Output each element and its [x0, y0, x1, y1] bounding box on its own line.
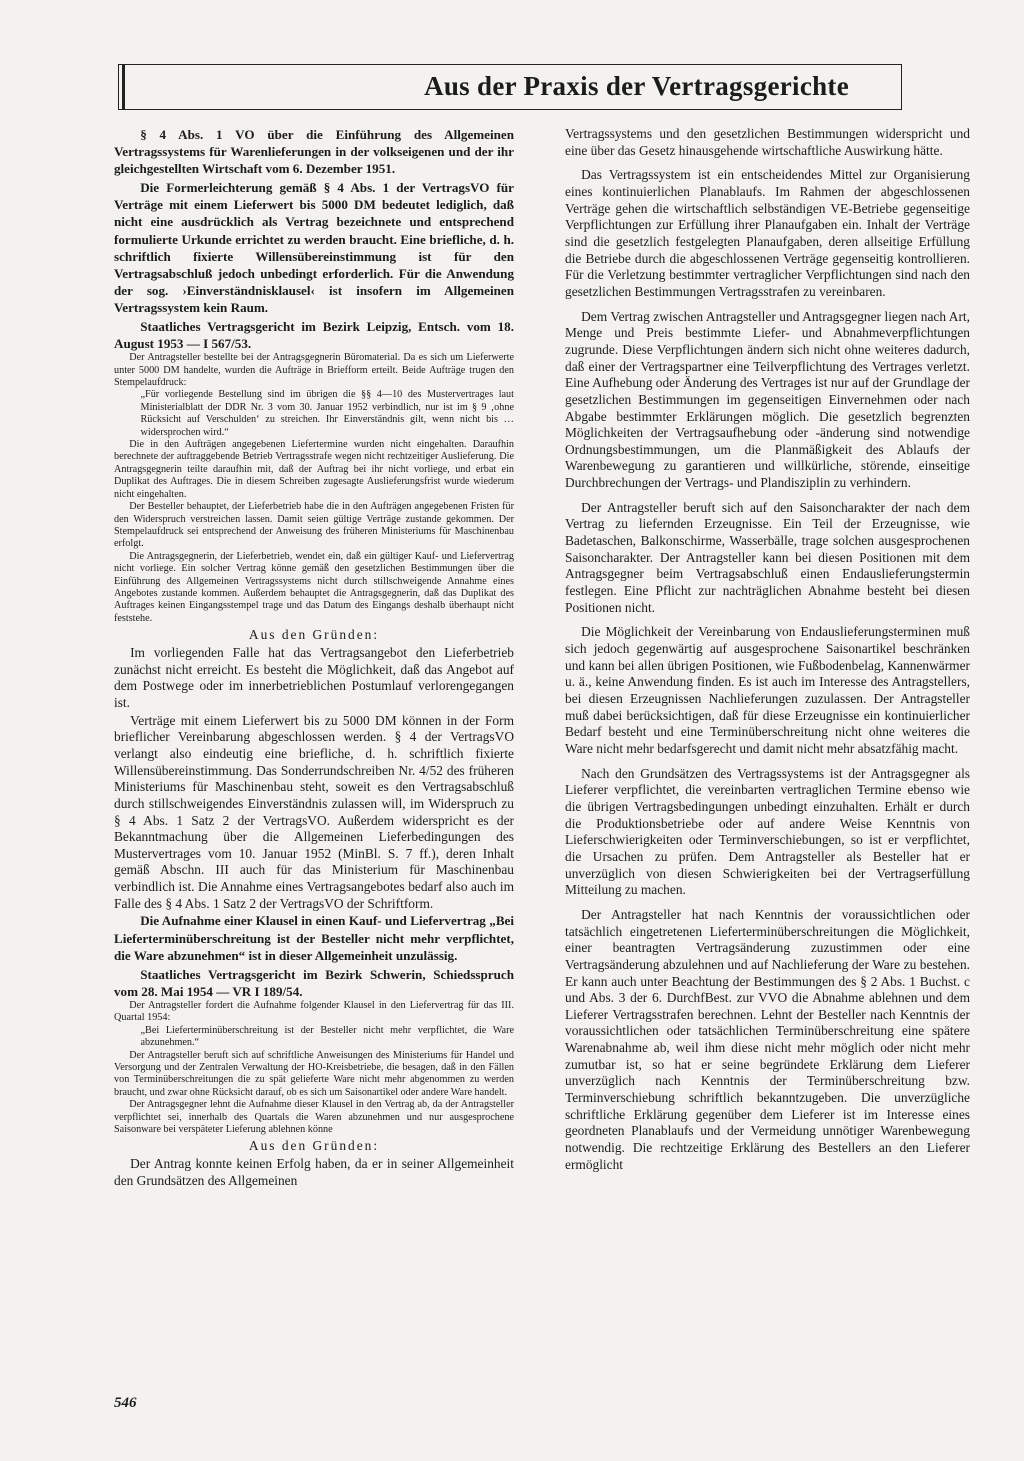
case2-reason-1: Der Antrag konnte keinen Erfolg haben, da er in seiner Allgemeinheit den Grundsätzen des Allgemeinen: [114, 1156, 514, 1188]
case1-reason-2: Verträge mit einem Lieferwert bis zu 5000 DM können in der Form brieflicher Vereinbarung abgeschlossen werden. § 4 der VertragsVO verlangt also eindeutig eine briefliche, d. h. schriftlich fixierte Willensübereinstimmung. Das Sonderrundschreiben Nr. 4/52 des früheren Ministeriums für Maschinenbau steht, soweit es den Vertragsabschluß durch stillschweigendes Einverständnis zulassen will, im Widerspruch zu § 4 Abs. 1 Satz 2 der VertragsVO. Außerdem widerspricht es der Bekanntmachung über die Allgemeinen Lieferbedingungen des Mustervertrages vom 10. Januar 1952 (MinBl. S. 7 ff.), deren Inhalt gemäß Abschn. III auch für das Ministerium für Maschinenbau verbindlich ist. Die Annahme eines Vertragsangebotes bedarf also auch im Falle des § 4 Abs. 1 Satz 2 der VertragsVO der Schriftform.: [114, 712, 514, 911]
case1-guideline: Die Formerleichterung gemäß § 4 Abs. 1 der VertragsVO für Verträge mit einem Lieferwert bis 5000 DM bedeutet lediglich, daß nicht eine ausdrücklich als Vertrag bezeichnete und entsprechend formulierte Urkunde errichtet zu werden braucht. Eine briefliche, d. h. schriftlich fixierte Willensübereinstimmung ist für den Vertragsabschluß jedoch unbedingt erforderlich. Für die Anwendung der sog. ›Einverständnisklausel‹ ist insofern im Allgemeinen Vertragssystem kein Raum.: [114, 180, 514, 315]
right-paragraph-1: Vertragssystems und den gesetzlichen Bestimmungen widerspricht und eine über das Gesetz hinausgehende wirtschaftliche Auswirkung hätte.: [565, 126, 970, 158]
case1-facts-3: Der Besteller behauptet, der Lieferbetrieb habe die in den Aufträgen angegebenen Fristen für den Widerspruch verstreichen lassen. Damit seien gültige Verträge zustande gekommen. Der Stempelaufdruck sei entsprechend der Anweisung des früheren Ministeriums für Maschinenbau erfolgt.: [114, 501, 514, 550]
right-paragraph-4: Der Antragsteller beruft sich auf den Saisoncharakter der nach dem Vertrag zu liefernden Erzeugnisse. Ein Teil der Erzeugnisse, wie Badetaschen, Balkonschirme, Wasserbälle, trage solchen ausgesprochenen Saisoncharakter. Der Antragsteller kann bei diesen Positionen mit dem Antragsgegner beim Vertragsabschluß einen Endauslieferungstermin festlegen. Eine Pflicht zur nachträglichen Abnahme besteht bei diesen Positionen nicht.: [565, 499, 970, 615]
section-title: Aus der Praxis der Vertragsgerichte: [424, 71, 849, 101]
page-number: 546: [114, 1395, 137, 1411]
case1-quote: „Für vorliegende Bestellung sind im übrigen die §§ 4—10 des Mustervertrages laut Ministerialblatt der DDR Nr. 3 vom 30. Januar 1952 verbindlich, nur ist im § 9 ‚ohne Rücksicht auf Verschulden‘ zu streichen. Ihr Einverständnis gilt, wenn nicht bis … widersprochen wird.“: [140, 389, 514, 438]
case2-facts-3: Der Antragsgegner lehnt die Aufnahme dieser Klausel in den Vertrag ab, da der Antragsteller verpflichtet sei, innerhalb des Quartals die Waren abzunehmen und nur ausgesprochene Saisonware bei verspäteter Lieferung ablehnen könne: [114, 1099, 514, 1135]
case2-reasons-heading: Aus den Gründen:: [248, 1138, 380, 1154]
right-paragraph-3: Dem Vertrag zwischen Antragsteller und Antragsgegner liegen nach Art, Menge und Preis bestimmte Liefer- und Abnahmeverpflichtungen zugrunde. Diese Verpflichtungen ändern sich nicht ohne weiteres dadurch, daß einer der Vertragspartner eine Teilverpflichtung des Vertrages verletzt. Eine Aufhebung oder Änderung des Vertrages ist nur auf der Grundlage der gesetzlichen Bestimmungen im gegenseitigen Einvernehmen oder nach Abgabe bestimmter Erklärungen möglich. Die gesetzlich begrenzten Möglichkeiten der Vertragsaufhebung oder -änderung sind notwendige Ordnungsbestimmungen, um die Planmäßigkeit des Ablaufs der Warenbewegung zu garantieren und willkürliche, störende, einseitige Durchbrechungen der Vertrags- und Plandisziplin zu verhindern.: [565, 308, 970, 491]
case1-heading: § 4 Abs. 1 VO über die Einführung des Allgemeinen Vertragssystems für Warenlieferungen in der volkseigenen und der ihr gleichgestellten Wirtschaft vom 6. Dezember 1951.: [114, 127, 514, 177]
case2-quote: „Bei Lieferterminüberschreitung ist der Besteller nicht mehr verpflichtet, die Ware abzunehmen.“: [140, 1024, 514, 1049]
case1-reasons-heading: Aus den Gründen:: [248, 627, 380, 643]
right-column: [565, 126, 970, 1181]
case1-facts-4: Die Antragsgegnerin, der Lieferbetrieb, wendet ein, daß ein gültiger Kauf- und Liefervertrag nicht vorliege. Ein solcher Vertrag könne gemäß den gesetzlichen Bestimmungen über die Einführung des Allgemeinen Vertragssystems nicht durch stillschweigende Annahme eines Angebotes zustande kommen. Außerdem behauptet die Antragsgegnerin, daß das Duplikat des Auftrages keinen Eingangsstempel trage und das Datum des Eingangs deshalb überhaupt nicht feststehe.: [114, 550, 514, 624]
case2-facts-2: Der Antragsteller beruft sich auf schriftliche Anweisungen des Ministeriums für Handel und Versorgung und der Zentralen Verwaltung der HO-Kreisbetriebe, die besagen, daß in den Fällen von Terminüberschreitungen die zu spät gelieferte Ware nicht mehr abgenommen zu werden braucht, und zwar ohne Rücksicht darauf, ob es sich um Saisonartikel oder andere Ware handelt.: [114, 1049, 514, 1098]
right-paragraph-2: Das Vertragssystem ist ein entscheidendes Mittel zur Organisierung eines kontinuierlichen Planablaufs. Im Rahmen der abgeschlossenen Verträge gehen die wirtschaftlich selbständigen VE-Betriebe gegenseitige Verpflichtungen zur Erfüllung ihrer Planaufgaben ein. Inhalt der Verträge sind die gesetzlich festgelegten Planaufgaben, deren allseitige Erfüllung die Betriebe durch die abgeschlossenen Verträge gegenseitig kontrollieren. Für die Verletzung bestimmter vertraglicher Verpflichtungen sind nach den gesetzlichen Bestimmungen Vertragsstrafen zu vereinbaren.: [565, 167, 970, 299]
case1-court: Staatliches Vertragsgericht im Bezirk Leipzig, Entsch. vom 18. August 1953 — I 567/53.: [114, 319, 514, 352]
right-paragraph-7: Der Antragsteller hat nach Kenntnis der voraussichtlichen oder tatsächlich eingetretenen Lieferterminüberschreitungen die Möglichkeit, einer beantragten Vertragsänderung zuzustimmen oder eine Vertragsänderung abzulehnen und auf Nachlieferung der Ware zu bestehen. Er kann auch unter Beachtung der Bestimmungen des § 2 Abs. 1 Buchst. c und Abs. 3 der 6. DurchfBest. zur VVO die Abnahme ablehnen und dem Lieferer Vertragsstrafen berechnen. Lehnt der Besteller nach Kenntnis der voraussichtlichen oder tatsächlichen Terminüberschreitung eine spätere Warenabnahme ab, weil ihm diese nicht mehr möglich oder nicht mehr zumutbar ist, so hat er seine begründete Erklärung dem Lieferer unverzüglich nach Kenntnis der Terminüberschreitung bzw. Terminverschiebung schriftlich bekanntzugeben. Die unverzügliche schriftliche Erklärung gegenüber dem Lieferer ist im Interesse eines geordneten Planablaufs und der Vermeidung unnötiger Warenbewegung notwendig. Die rechtzeitige Erklärung des Bestellers an den Lieferer ermöglicht: [565, 906, 970, 1172]
case1-reason-1: Im vorliegenden Falle hat das Vertragsangebot den Lieferbetrieb zunächst nicht erreicht. Es besteht die Möglichkeit, daß das Angebot auf dem Postwege oder im innerbetrieblichen Postumlauf verlorengegangen ist.: [114, 644, 514, 710]
case2-guideline: Die Aufnahme einer Klausel in einen Kauf- und Liefervertrag „Bei Lieferterminüberschreitung ist der Besteller nicht mehr verpflichtet, die Ware abzunehmen“ ist in dieser Allgemeinheit unzulässig.: [114, 913, 514, 963]
right-paragraph-5: Die Möglichkeit der Vereinbarung von Endauslieferungsterminen muß sich jedoch gegenwärtig auf ausgesprochene Saisonartikel beschränken und kann bei allen übrigen Positionen, wie Fußbodenbelag, Kannenwärmer u. ä., keine Anwendung finden. Es ist auch im Interesse des Antragstellers, bei diesen Erzeugnissen Nachlieferungen zuzulassen. Der Antragsteller muß dabei berücksichtigen, daß für diese Erzeugnisse ein kontinuierlicher Bedarf besteht und eine Terminüberschreitung nicht ohne weiteres die Ware nicht mehr bedarfsgerecht und damit nicht mehr absatzfähig macht.: [565, 624, 970, 756]
case1-facts-1: Der Antragsteller bestellte bei der Antragsgegnerin Büromaterial. Da es sich um Lieferwerte unter 5000 DM handelte, wurden die Aufträge in Briefform erteilt. Beide Aufträge trugen den Stempelaufdruck:: [114, 352, 514, 389]
left-column: [114, 126, 514, 1190]
section-header: [118, 64, 902, 110]
right-paragraph-6: Nach den Grundsätzen des Vertragssystems ist der Antragsgegner als Lieferer verpflichtet, die vereinbarten vertraglichen Termine ebenso wie die übrigen Vertragsbedingungen unbedingt einzuhalten. Erhält er durch die Produktionsbetriebe oder auf andere Weise Kenntnis von Lieferschwierigkeiten oder Terminverschiebungen, so ist er verpflichtet, die Ursachen zu prüfen. Dem Antragsteller als Besteller hat er unverzüglich von diesen Schwierigkeiten bei der Vertragserfüllung Mitteilung zu machen.: [565, 765, 970, 898]
case1-facts-2: Die in den Aufträgen angegebenen Liefertermine wurden nicht eingehalten. Daraufhin berechnete der auftraggebende Betrieb Vertragsstrafe wegen nicht rechtzeitiger Auslieferung. Die Antragsgegnerin teilte daraufhin mit, daß der Auftrag bei ihr nicht vorliege, und erbat ein Duplikat des Auftrages. Die in diesem Schreiben zugesagte Auslieferungsfrist wurde wiederum nicht eingehalten.: [114, 439, 514, 500]
case2-court: Staatliches Vertragsgericht im Bezirk Schwerin, Schiedsspruch vom 28. Mai 1954 — VR I 189/54.: [114, 966, 514, 999]
case2-facts-1: Der Antragsteller fordert die Aufnahme folgender Klausel in den Liefervertrag für das III. Quartal 1954:: [114, 999, 514, 1024]
